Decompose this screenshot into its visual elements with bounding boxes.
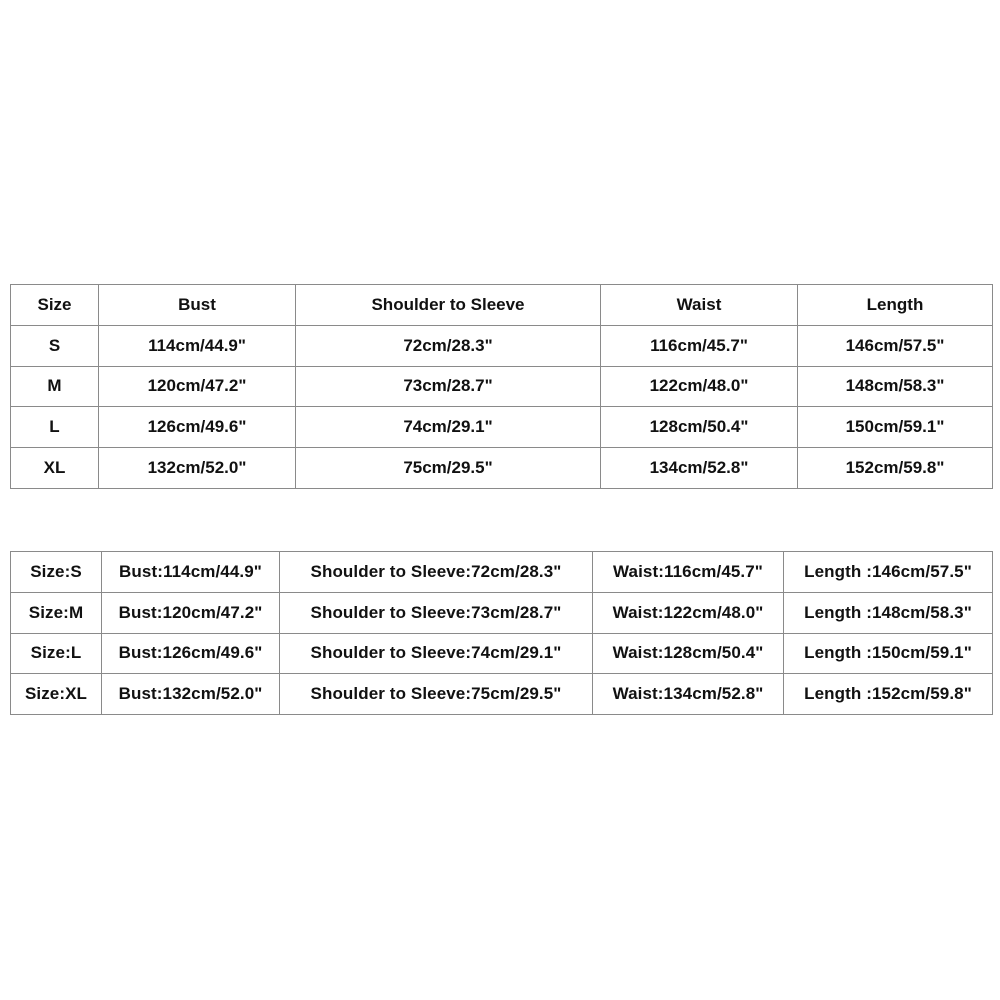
cell-length: Length :152cm/59.8": [784, 674, 993, 715]
table-row: [11, 633, 993, 674]
cell-size: Size:XL: [11, 674, 102, 715]
cell-length: 148cm/58.3": [798, 366, 993, 407]
cell-waist: 116cm/45.7": [601, 325, 798, 366]
cell-size: Size:L: [11, 633, 102, 674]
cell-shoulder-to-sleeve: Shoulder to Sleeve:74cm/29.1": [280, 633, 593, 674]
table-row: [11, 366, 993, 407]
cell-size: Size:M: [11, 592, 102, 633]
cell-length: 152cm/59.8": [798, 448, 993, 489]
size-chart-header-row: [11, 285, 993, 326]
cell-size: L: [11, 407, 99, 448]
cell-shoulder-to-sleeve: 75cm/29.5": [296, 448, 601, 489]
cell-waist: 134cm/52.8": [601, 448, 798, 489]
size-chart-table: [10, 284, 993, 489]
cell-shoulder-to-sleeve: 73cm/28.7": [296, 366, 601, 407]
header-waist: Waist: [601, 285, 798, 326]
cell-shoulder-to-sleeve: Shoulder to Sleeve:72cm/28.3": [280, 552, 593, 593]
cell-bust: 114cm/44.9": [99, 325, 296, 366]
cell-bust: Bust:114cm/44.9": [102, 552, 280, 593]
cell-length: Length :150cm/59.1": [784, 633, 993, 674]
cell-length: 146cm/57.5": [798, 325, 993, 366]
table-row: [11, 325, 993, 366]
header-length: Length: [798, 285, 993, 326]
cell-shoulder-to-sleeve: Shoulder to Sleeve:75cm/29.5": [280, 674, 593, 715]
cell-waist: Waist:128cm/50.4": [593, 633, 784, 674]
cell-bust: Bust:132cm/52.0": [102, 674, 280, 715]
cell-bust: 132cm/52.0": [99, 448, 296, 489]
table-row: [11, 592, 993, 633]
cell-length: 150cm/59.1": [798, 407, 993, 448]
table-row: [11, 407, 993, 448]
cell-size: XL: [11, 448, 99, 489]
cell-length: Length :146cm/57.5": [784, 552, 993, 593]
cell-size: M: [11, 366, 99, 407]
cell-waist: 122cm/48.0": [601, 366, 798, 407]
cell-shoulder-to-sleeve: 72cm/28.3": [296, 325, 601, 366]
cell-bust: 120cm/47.2": [99, 366, 296, 407]
cell-length: Length :148cm/58.3": [784, 592, 993, 633]
cell-bust: Bust:126cm/49.6": [102, 633, 280, 674]
header-size: Size: [11, 285, 99, 326]
cell-size: S: [11, 325, 99, 366]
table-row: [11, 448, 993, 489]
cell-bust: Bust:120cm/47.2": [102, 592, 280, 633]
cell-waist: 128cm/50.4": [601, 407, 798, 448]
size-list-table: [10, 551, 993, 715]
table-row: [11, 674, 993, 715]
cell-shoulder-to-sleeve: 74cm/29.1": [296, 407, 601, 448]
cell-waist: Waist:116cm/45.7": [593, 552, 784, 593]
header-shoulder-to-sleeve: Shoulder to Sleeve: [296, 285, 601, 326]
header-bust: Bust: [99, 285, 296, 326]
cell-size: Size:S: [11, 552, 102, 593]
cell-waist: Waist:122cm/48.0": [593, 592, 784, 633]
cell-bust: 126cm/49.6": [99, 407, 296, 448]
cell-shoulder-to-sleeve: Shoulder to Sleeve:73cm/28.7": [280, 592, 593, 633]
table-row: [11, 552, 993, 593]
cell-waist: Waist:134cm/52.8": [593, 674, 784, 715]
